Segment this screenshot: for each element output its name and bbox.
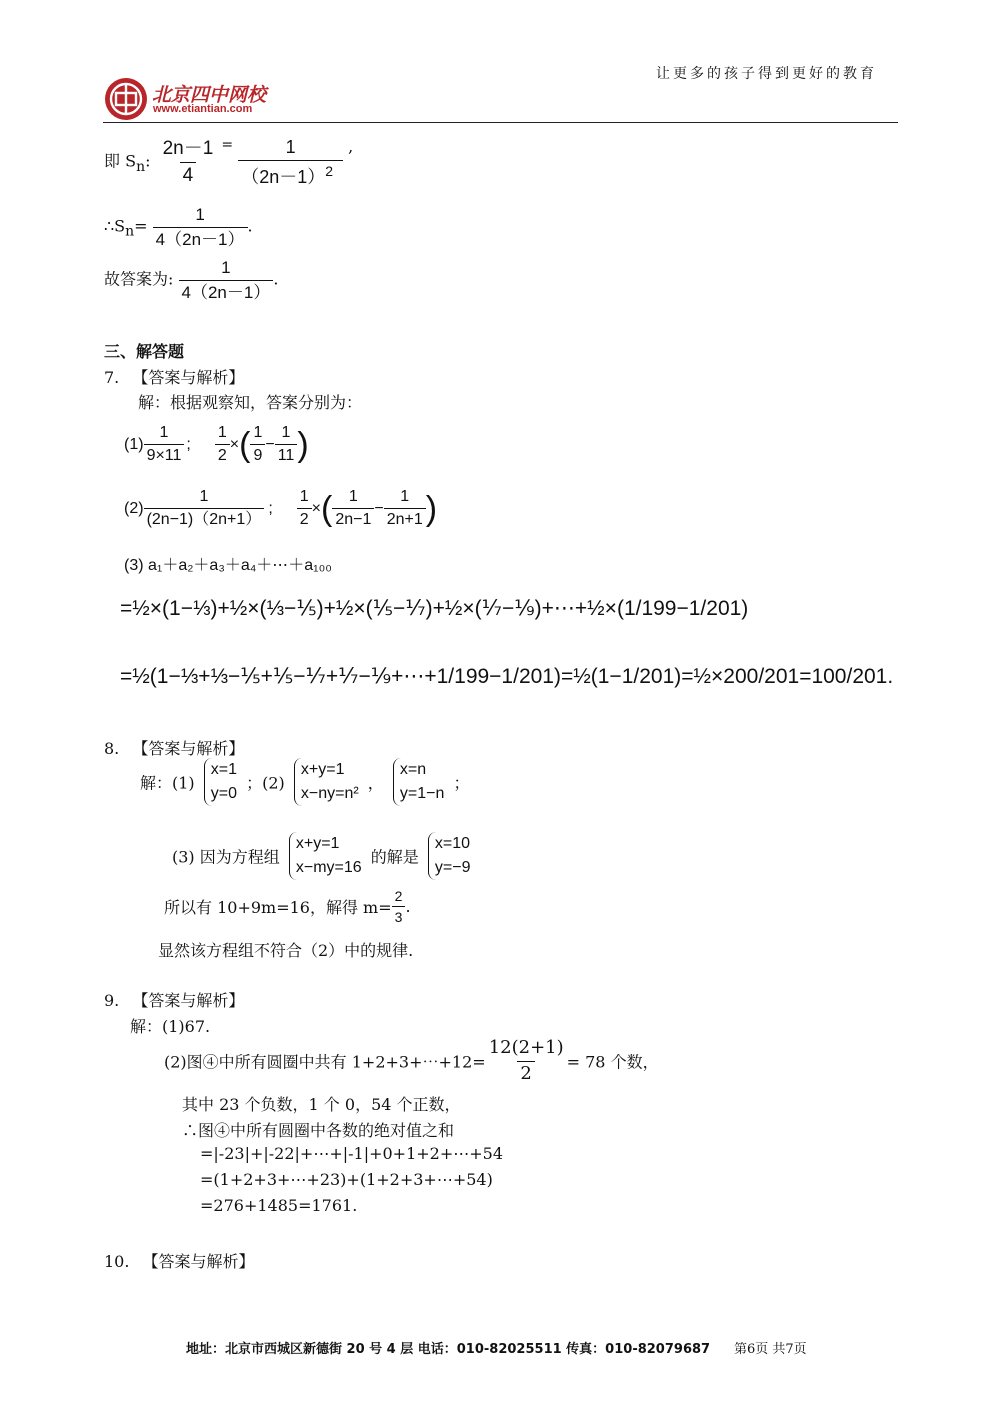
q9-l2-num: 12(2+1) [488, 1037, 564, 1058]
intro-l2-frac [153, 205, 248, 249]
intro-line-3 [104, 258, 278, 302]
q7-p2-half-den: 2 [297, 508, 312, 529]
intro-l1-prefix: 即 S [104, 151, 137, 171]
q8-p3-b: x−my=16 [295, 859, 362, 876]
q7-p2-sep: ; [268, 500, 273, 518]
q7-part2 [124, 488, 437, 530]
intro-l1-sub: n [136, 158, 146, 175]
q8-end: ； [453, 773, 470, 793]
q9-line7: =276+1485=1761. [200, 1196, 358, 1215]
q7-p2-c-num: 1 [400, 488, 410, 505]
school-logo [103, 76, 149, 122]
q8-p3-system-a [289, 832, 362, 880]
intro-l3-num: 1 [221, 258, 231, 277]
q7-p1-rp: ) [297, 425, 309, 464]
q7-tag: 【答案与解析】 [132, 368, 245, 387]
footer-address: 地址：北京市西城区新德街 20 号 4 层 电话：010-82025511 传真：010-82079687 [186, 1342, 711, 1357]
q7-p1-frac-c [275, 424, 298, 466]
q10-label: 10. [104, 1252, 130, 1271]
q9-line3: 其中 23 个负数，1 个 0，54 个正数， [182, 1095, 461, 1114]
intro-line-1 [104, 137, 353, 187]
q7-p1-lp: ( [239, 425, 251, 464]
intro-l2-end: . [247, 216, 253, 236]
intro-l1-end: , [348, 137, 354, 156]
intro-l1-frac1-den: 4 [180, 162, 197, 187]
q7-header [104, 365, 244, 388]
q9-l2-suffix: = 78 个数， [566, 1052, 659, 1072]
q7-p2-times: × [311, 500, 322, 518]
header-slogan: 让更多的孩子得到更好的教育 [656, 66, 877, 82]
intro-l2-prefix: ∴S [104, 216, 126, 236]
intro-l3-end: . [273, 269, 279, 289]
q7-p2-lp: ( [321, 489, 333, 528]
q8-s1-a: x=1 [210, 761, 238, 778]
intro-l3-frac [179, 258, 274, 302]
q7-p1-half [215, 424, 230, 466]
q9-line2 [164, 1038, 659, 1084]
q9-line4: ∴图④中所有圆圈中各数的绝对值之和 [182, 1121, 455, 1140]
q8-p3-den: 3 [392, 906, 406, 925]
q7-p2-half-num: 1 [299, 488, 309, 505]
q8-solution-line [140, 758, 469, 806]
q8-label: 8. [104, 739, 120, 758]
q8-sep2: ， [367, 773, 384, 793]
q9-l2-prefix: (2)图④中所有圆圈中共有 1+2+3+⋯+12= [164, 1052, 486, 1072]
q8-sep1: ；(2) [246, 773, 285, 793]
q8-p3-mid: 的解是 [370, 847, 419, 867]
intro-l1-frac2-num: 1 [285, 137, 296, 157]
q7-part3 [124, 552, 332, 575]
q8-p3-frac [392, 888, 406, 925]
intro-l1-eq: = [221, 137, 234, 153]
q8-p3-num: 2 [394, 888, 403, 904]
q7-p1-half-den: 2 [215, 444, 230, 465]
q9-l2-frac [486, 1038, 567, 1084]
q7-p2-minus: − [374, 500, 384, 518]
q7-p3-label: (3) [124, 557, 144, 574]
q7-p2-a-num: 1 [199, 488, 209, 505]
q7-p2-b-num: 1 [348, 488, 358, 505]
q7-p2-label: (2) [124, 500, 144, 518]
q8-s1-b: y=0 [210, 785, 238, 802]
q8-s3-a: x=n [399, 761, 427, 778]
q8-tag: 【答案与解析】 [132, 739, 245, 758]
q7-p1-times: × [229, 436, 240, 454]
intro-l3-den: 4（2n－1） [179, 280, 274, 303]
q7-line3: =½(1−⅓+⅓−⅕+⅕−⅐+⅐−⅑+⋯+1/199−1/201)=½(1−1/201)=½×200/201=100/201. [120, 665, 894, 688]
intro-l2-den: 4（2n－1） [153, 227, 248, 250]
intro-l1-frac1 [160, 138, 217, 187]
q7-p2-frac-a [144, 488, 265, 530]
q8-s2-b: x−ny=n² [300, 785, 359, 802]
section-title: 三、解答题 [104, 342, 185, 361]
q8-p3-c: x=10 [434, 835, 471, 852]
q7-p1-sep: ; [186, 436, 191, 454]
q9-l2-den: 2 [517, 1061, 534, 1085]
q7-p2-frac-c [384, 488, 426, 530]
q8-s2-a: x+y=1 [300, 761, 345, 778]
q8-sol-prefix: 解：(1) [140, 773, 195, 793]
header-rule [103, 122, 898, 123]
q7-p1-frac-b [250, 424, 265, 466]
intro-l1-frac2 [238, 137, 343, 187]
q7-p1-frac-a [144, 424, 185, 466]
intro-l2-num: 1 [195, 205, 205, 224]
q8-p3-a: x+y=1 [295, 835, 340, 852]
intro-l3-prefix: 故答案为: [104, 269, 174, 289]
q7-p1-label: (1) [124, 436, 144, 454]
q7-p1-b-num: 1 [253, 424, 263, 441]
q7-p1-half-num: 1 [217, 424, 227, 441]
logo-url-text: www.etiantian.com [153, 103, 253, 115]
q7-intro: 解：根据观察知，答案分别为： [138, 393, 363, 412]
q7-p2-a-den: (2n−1)（2n+1） [144, 508, 265, 529]
q7-p2-c-den: 2n+1 [384, 508, 426, 529]
q8-header [104, 736, 244, 759]
intro-l1-frac1-num: 2n－1 [162, 137, 214, 159]
intro-l1-frac2-exp: 2 [325, 162, 334, 179]
q10-header [104, 1249, 255, 1272]
q7-line2: =½×(1−⅓)+½×(⅓−⅕)+½×(⅕−⅐)+½×(⅐−⅑)+⋯+½×(1/199−1/201) [120, 597, 749, 620]
intro-l2-eq: = [134, 216, 148, 236]
q7-p2-half [297, 488, 312, 530]
q7-p1-minus: − [265, 436, 275, 454]
q7-p1-c-num: 1 [281, 424, 291, 441]
q9-line5: =|-23|+|-22|+⋯+|-1|+0+1+2+⋯+54 [200, 1144, 504, 1163]
q8-system-2 [294, 758, 359, 806]
logo-brand-text: 北京四中网校 [152, 84, 267, 106]
q8-p3-line3: 显然该方程组不符合（2）中的规律. [158, 941, 414, 960]
intro-l2-sub: n [125, 223, 135, 240]
q7-p1-a-den: 9×11 [144, 444, 185, 465]
intro-l1-frac2-den [238, 160, 343, 188]
q7-p1-b-den: 9 [250, 444, 265, 465]
q8-p3-line2-text: 所以有 10+9m=16，解得 m= [164, 898, 392, 918]
q9-header [104, 988, 244, 1011]
q8-p3-d: y=−9 [434, 859, 471, 876]
intro-l1-colon: : [145, 151, 151, 171]
q8-p3-line2 [164, 888, 411, 925]
q9-label: 9. [104, 991, 120, 1010]
q8-p3-prefix: (3) 因为方程组 [172, 847, 280, 867]
logo-seal-icon [103, 76, 149, 122]
q8-part3 [172, 832, 474, 880]
q10-tag: 【答案与解析】 [142, 1252, 255, 1271]
q7-p1-a-num: 1 [159, 424, 169, 441]
q7-label: 7. [104, 368, 120, 387]
footer-page-number: 第6页 共7页 [734, 1342, 807, 1357]
intro-line-2 [104, 205, 253, 249]
q8-system-3 [393, 758, 444, 806]
q9-line1: 解：(1)67. [130, 1017, 211, 1036]
q7-part1 [124, 424, 309, 466]
q7-p2-b-den: 2n−1 [332, 508, 374, 529]
q9-line6: =(1+2+3+⋯+23)+(1+2+3+⋯+54) [200, 1170, 493, 1189]
q8-p3-end: . [405, 897, 411, 917]
q8-system-1 [204, 758, 237, 806]
q7-p2-frac-b [332, 488, 374, 530]
q7-p3-sum: a₁＋a₂＋a₃＋a₄＋⋯＋a₁₀₀ [148, 557, 332, 574]
q9-tag: 【答案与解析】 [132, 991, 245, 1010]
intro-l1-frac2-den-text: （2n－1） [241, 166, 326, 187]
q8-s3-b: y=1−n [399, 785, 445, 802]
q8-p3-system-b [428, 832, 471, 880]
q7-p1-c-den: 11 [275, 444, 298, 465]
q7-p2-rp: ) [425, 489, 438, 528]
